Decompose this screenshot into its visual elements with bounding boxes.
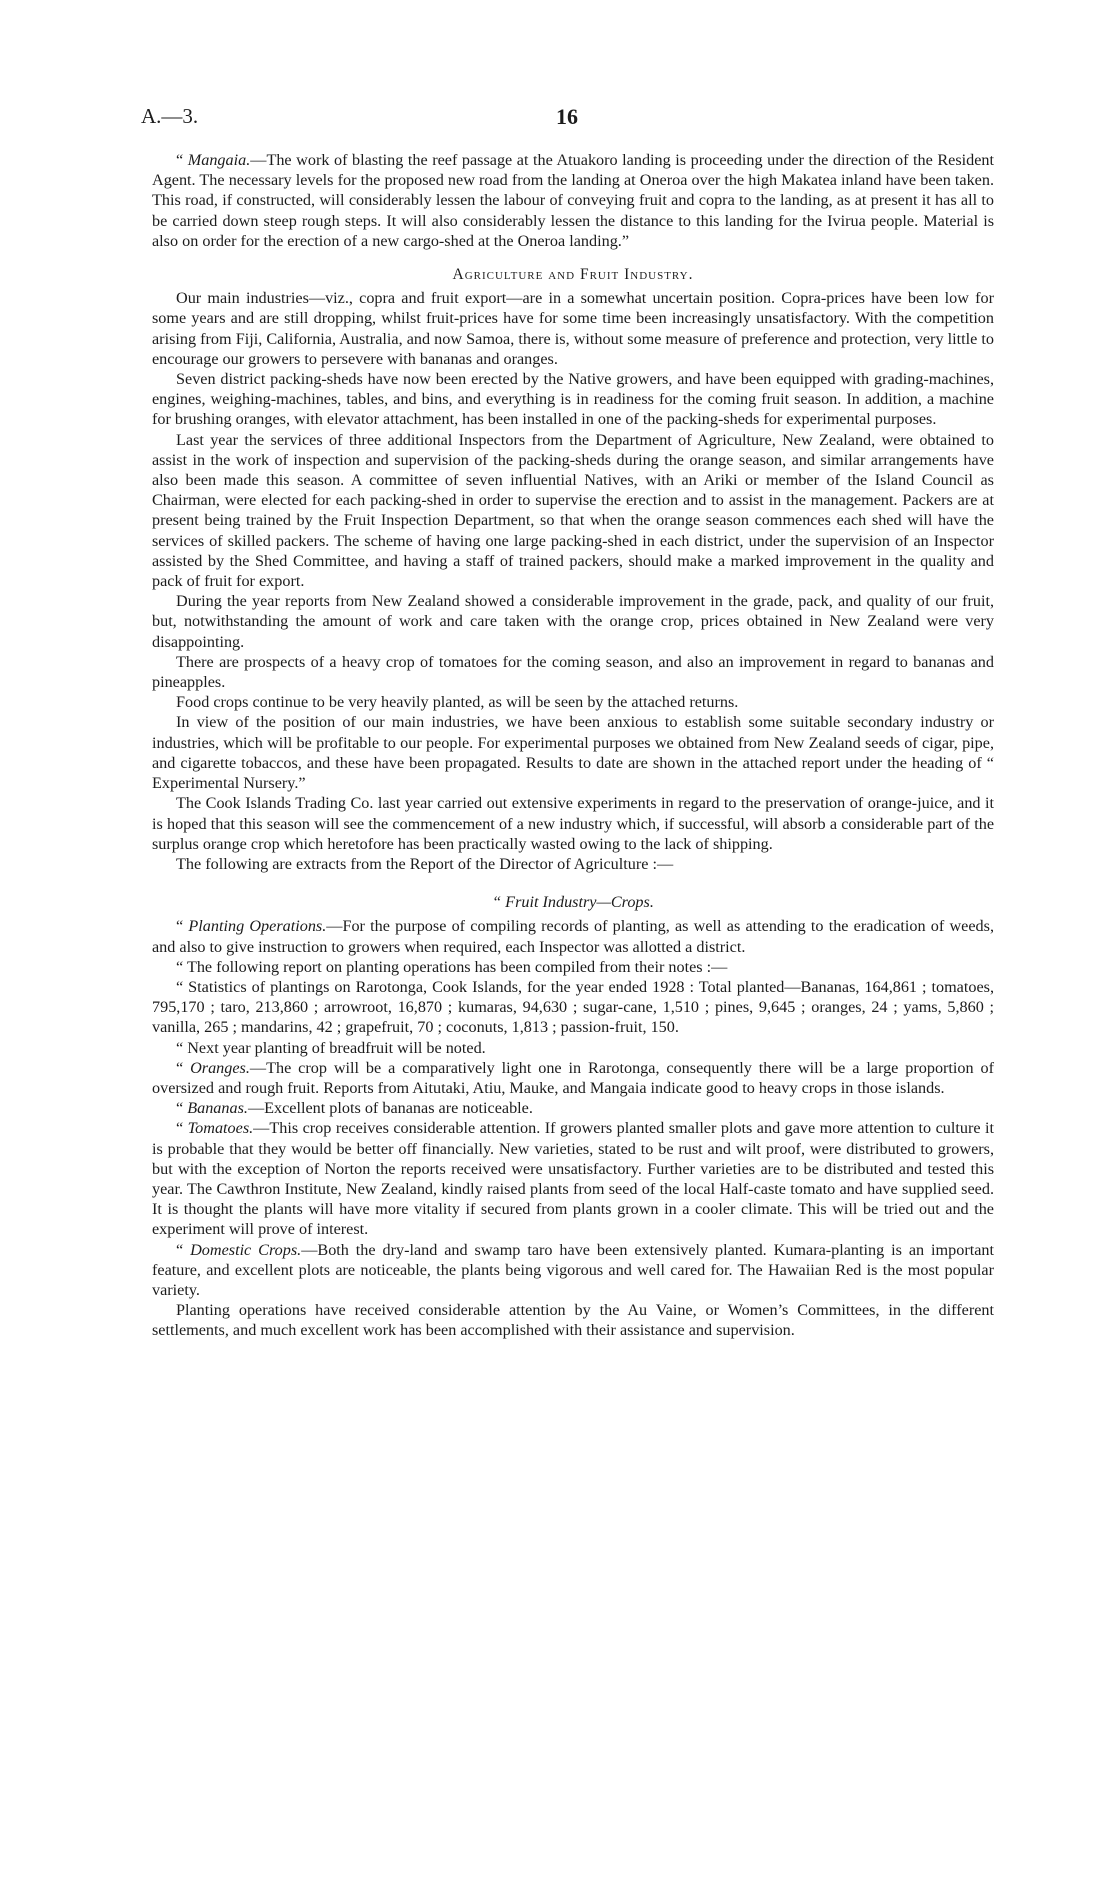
paragraph-oranges: “ Oranges.—The crop will be a comparatively light one in Rarotonga, consequently there will be a large proportion of oversized and rough fruit. Reports from Aitutaki, Atiu, Mauke, and Mangaia indicate good to heavy crops in those islands. — [152, 1058, 994, 1097]
paragraph-report-intro: “ The following report on planting operations has been compiled from their notes :— — [176, 957, 728, 976]
paragraph-au-vaine: Planting operations have received considerable attention by the Au Vaine, or Women’s Committees, in the different settlements, and much excellent work has been accomplished with their assistance and supervision. — [152, 1301, 994, 1340]
document-reference: A.—3. — [141, 104, 199, 128]
paragraph-tomatoes: “ Tomatoes.—This crop receives considerable attention. If growers planted smaller plots and gave more attention to culture it is probable that they would be better off financially. New varieties, stated to be rust and wilt proof, were distributed to growers, but with the exception of Norton the reports received were unsatisfactory. Further varieties are to be distributed and tested this year. The Cawthron Institute, New Zealand, kindly raised plants from seed of the local Half-caste tomato and have supplied seed. It is thought the plants will have more vitality if secured from plants grown in a cooler climate. This will be tried out and the experiment will prove of interest. — [152, 1119, 994, 1239]
paragraph-agri-9: The following are extracts from the Report of the Director of Agriculture :— — [176, 854, 674, 873]
section-heading-fruit-industry: “ Fruit Industry—Crops. — [492, 893, 654, 912]
paragraph-domestic-crops: “ Domestic Crops.—Both the dry-land and swamp taro have been extensively planted. Kumara-planting is an important feature, and excellent plots are noticeable, the plants being vigorous and well cared for. The Hawaiian Red is the most popular variety. — [152, 1240, 994, 1299]
paragraph-agri-1: Our main industries—viz., copra and fruit export—are in a somewhat uncertain position. Copra-prices have been low for some years and are still dropping, whilst fruit-prices have for some time been increasingly unsatisfactory. With the competition arising from Fiji, California, Australia, and now Samoa, there is, without some measure of preference and protection, very little to encourage our growers to persevere with bananas and oranges. — [152, 289, 994, 368]
paragraph-agri-4: During the year reports from New Zealand showed a considerable improvement in the grade, pack, and quality of our fruit, but, notwithstanding the amount of work and care taken with the orange crop, prices obtained in New Zealand were very disappointing. — [152, 592, 994, 651]
paragraph-breadfruit: “ Next year planting of breadfruit will be noted. — [176, 1038, 486, 1057]
paragraph-agri-5: There are prospects of a heavy crop of tomatoes for the coming season, and also an improvement in regard to bananas and pineapples. — [152, 652, 994, 692]
page-number: 16 — [556, 104, 578, 129]
paragraph-bananas: “ Bananas.—Excellent plots of bananas are noticeable. — [176, 1099, 533, 1118]
paragraph-planting-operations: “ Planting Operations.—For the purpose of compiling records of planting, as well as attending to the eradication of weeds, and also to give instruction to growers when required, each Inspector was allotted a district. — [152, 917, 994, 956]
paragraph-agri-8: The Cook Islands Trading Co. last year carried out extensive experiments in regard to the preservation of orange-juice, and it is hoped that this season will see the commencement of a new industry which, if successful, will absorb a considerable part of the surplus orange crop which heretofore has been practically wasted owing to the lack of shipping. — [152, 794, 994, 853]
document-body — [152, 150, 994, 1341]
paragraph-agri-6: Food crops continue to be very heavily planted, as will be seen by the attached returns. — [176, 693, 739, 712]
paragraph-agri-3: Last year the services of three additional Inspectors from the Department of Agriculture, New Zealand, were obtained to assist in the work of inspection and supervision of the packing-sheds during the orange season, and similar arrangements have also been made this season. A committee of seven influential Natives, with an Ariki or member of the Island Council as Chairman, were elected for each packing-shed in order to supervise the erection and to assist in the management. Packers are at present being trained by the Fruit Inspection Department, so that when the orange season commences each shed will have the services of skilled packers. The scheme of having one large packing-shed in each district, under the supervision of an Inspector assisted by the Shed Committee, and having a staff of trained packers, should make a marked improvement in the quality and pack of fruit for export. — [152, 430, 994, 591]
paragraph-agri-2: Seven district packing-sheds have now been erected by the Native growers, and have been equipped with grading-machines, engines, weighing-machines, tables, and bins, and everything is in readiness for the coming fruit season. In addition, a machine for brushing oranges, with elevator attachment, has been installed in one of the packing-sheds for experimental purposes. — [152, 370, 994, 429]
section-heading-agriculture: Agriculture and Fruit Industry. — [452, 266, 694, 284]
paragraph-agri-7: In view of the position of our main industries, we have been anxious to establish some suitable secondary industry or industries, which will be profitable to our people. For experimental purposes we obtained from New Zealand seeds of cigar, pipe, and cigarette tobaccos, and these have been propagated. Results to date are shown in the attached report under the heading of “ Experimental Nursery.” — [152, 713, 994, 793]
paragraph-statistics: “ Statistics of plantings on Rarotonga, Cook Islands, for the year ended 1928 : Total planted—Bananas, 164,861 ; tomatoes, 795,170 ; taro, 213,860 ; arrowroot, 16,870 ; kumaras, 94,630 ; sugar-cane, 1,510 ; pines, 9,645 ; oranges, 24 ; yams, 5,860 ; vanilla, 265 ; mandarins, 42 ; grapefruit, 70 ; coconuts, 1,813 ; passion-fruit, 150. — [152, 977, 994, 1037]
paragraph-mangaia: “ Mangaia.—The work of blasting the reef passage at the Atuakoro landing is proceeding under the direction of the Resident Agent. The necessary levels for the proposed new road from the landing at Oneroa over the high Makatea inland have been taken. This road, if constructed, will considerably lessen the labour of conveying fruit and copra to the landing, as at present it has all to be carried down steep rough steps. It will also considerably lessen the distance to this landing for the Ivirua people. Material is also on order for the erection of a new cargo-shed at the Oneroa landing.” — [152, 151, 995, 250]
